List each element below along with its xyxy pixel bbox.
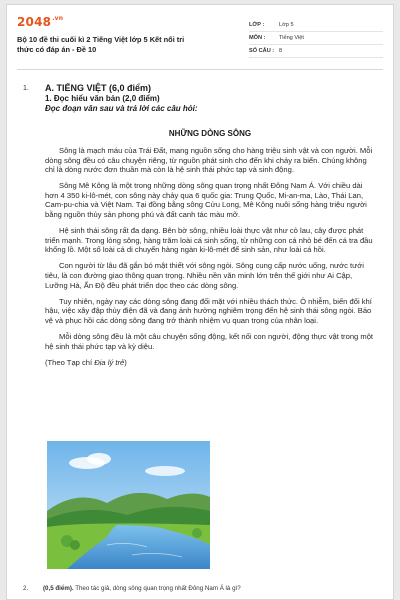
meta-key: LỚP :	[249, 22, 265, 28]
meta-value: Lớp 5	[279, 22, 294, 28]
river-illustration-svg	[47, 441, 210, 569]
passage-paragraph: Con người từ lâu đã gắn bó mật thiết với sông ngòi. Sông cung cấp nước uống, nước tưới tiêu, là con đường giao thông quan trọng. Nhiều nền văn minh lớn trên thế giới như Ai Cập, Lưỡng Hà, Ấn Độ đều phát triển dọc theo các dòng sông.	[45, 261, 364, 290]
source-suffix: )	[124, 357, 127, 367]
section-heading: A. TIẾNG VIỆT (6,0 điểm)	[45, 83, 152, 93]
river-landscape-illustration	[47, 441, 210, 569]
question-1	[45, 83, 375, 372]
meta-table	[249, 19, 383, 58]
meta-row-question-count	[249, 45, 383, 58]
passage-paragraph: Tuy nhiên, ngày nay các dòng sông đang đối mặt với nhiều thách thức. Ô nhiễm, biến đổi khí hậu, việc xây đập thủy điện đã và đang ảnh hưởng nghiêm trọng đến hệ sinh thái sông ngòi. Bảo vệ và phục hồi các dòng sông đang trở thành nhiệm vụ quan trọng của nhân loại.	[45, 296, 372, 325]
header-divider	[17, 69, 383, 70]
meta-row-grade	[249, 19, 383, 32]
passage-paragraph: Sông là mạch máu của Trái Đất, mang nguồn sống cho hàng triệu sinh vật và con người. Mỗi dòng sông đều có câu chuyện riêng, từ nguồn phát sinh cho đến khi chảy ra biển. Chúng không chỉ là dòng nước đơn thuần mà còn là hệ sinh thái phức tạp và sinh động.	[45, 146, 373, 175]
question-number: 1.	[23, 85, 29, 92]
question-number: 2.	[23, 585, 29, 592]
question-2	[23, 585, 241, 592]
site-logo[interactable]	[17, 15, 63, 29]
instruction-text: Đọc đoạn văn sau và trả lời các câu hỏi:	[45, 104, 198, 113]
question-text	[43, 585, 241, 592]
passage-paragraph: Mỗi dòng sông đều là một câu chuyện sống động, kết nối con người, động thực vật trong một hệ sinh thái phức tạp và kỳ diệu.	[45, 332, 374, 351]
document-title: Bộ 10 đề thi cuối kì 2 Tiếng Việt lớp 5 Kết nối tri thức có đáp án - Đề 10	[17, 35, 185, 54]
meta-row-subject	[249, 32, 383, 45]
logo-text: 2048	[17, 15, 52, 29]
passage-title: NHỮNG DÒNG SÔNG	[168, 129, 252, 138]
question-points: (0,5 điểm).	[43, 585, 74, 592]
passage-paragraph: Sông Mê Kông là một trong những dòng sông quan trọng nhất Đông Nam Á. Với chiều dài hơn 4 350 ki-lô-mét, con sông này chảy qua 6 quốc gia: Trung Quốc, Mi-an-ma, Lào, Thái Lan, Cam-pu-chia và Việt Nam. Tại đồng bằng sông Cửu Long, Mê Kông nuôi sống hàng triệu người bằng nguồn thủy sản phong phú và đất canh tác màu mỡ.	[45, 181, 367, 220]
passage-paragraph: Hệ sinh thái sông rất đa dạng. Bên bờ sông, nhiều loài thực vật như cỏ lau, cây được phát triển mạnh. Trong lòng sông, hàng trăm loài cá sinh sống, từ những con cá nhỏ bé đến cá tra đầu khổng lồ. Một số loài cá di chuyển hàng ngàn ki-lô-mét để sinh sản, như loài cá hồi.	[45, 226, 373, 255]
passage-source	[45, 358, 375, 368]
source-prefix: (Theo Tạp chí	[45, 357, 95, 367]
source-magazine: Địa lý trẻ	[94, 357, 125, 367]
passage-body	[45, 146, 375, 351]
logo-tld: .vn	[52, 15, 64, 22]
subsection-heading: 1. Đọc hiểu văn bản (2,0 điểm)	[45, 94, 160, 103]
meta-value: 8	[279, 48, 283, 54]
meta-key: MÔN :	[249, 35, 266, 41]
document-header	[17, 15, 383, 59]
question-prompt: Theo tác giả, dòng sông quan trọng nhất Đông Nam Á là gì?	[73, 585, 241, 592]
meta-key: SỐ CÂU :	[249, 48, 275, 54]
document-page	[6, 4, 394, 600]
meta-value: Tiếng Việt	[279, 35, 304, 41]
